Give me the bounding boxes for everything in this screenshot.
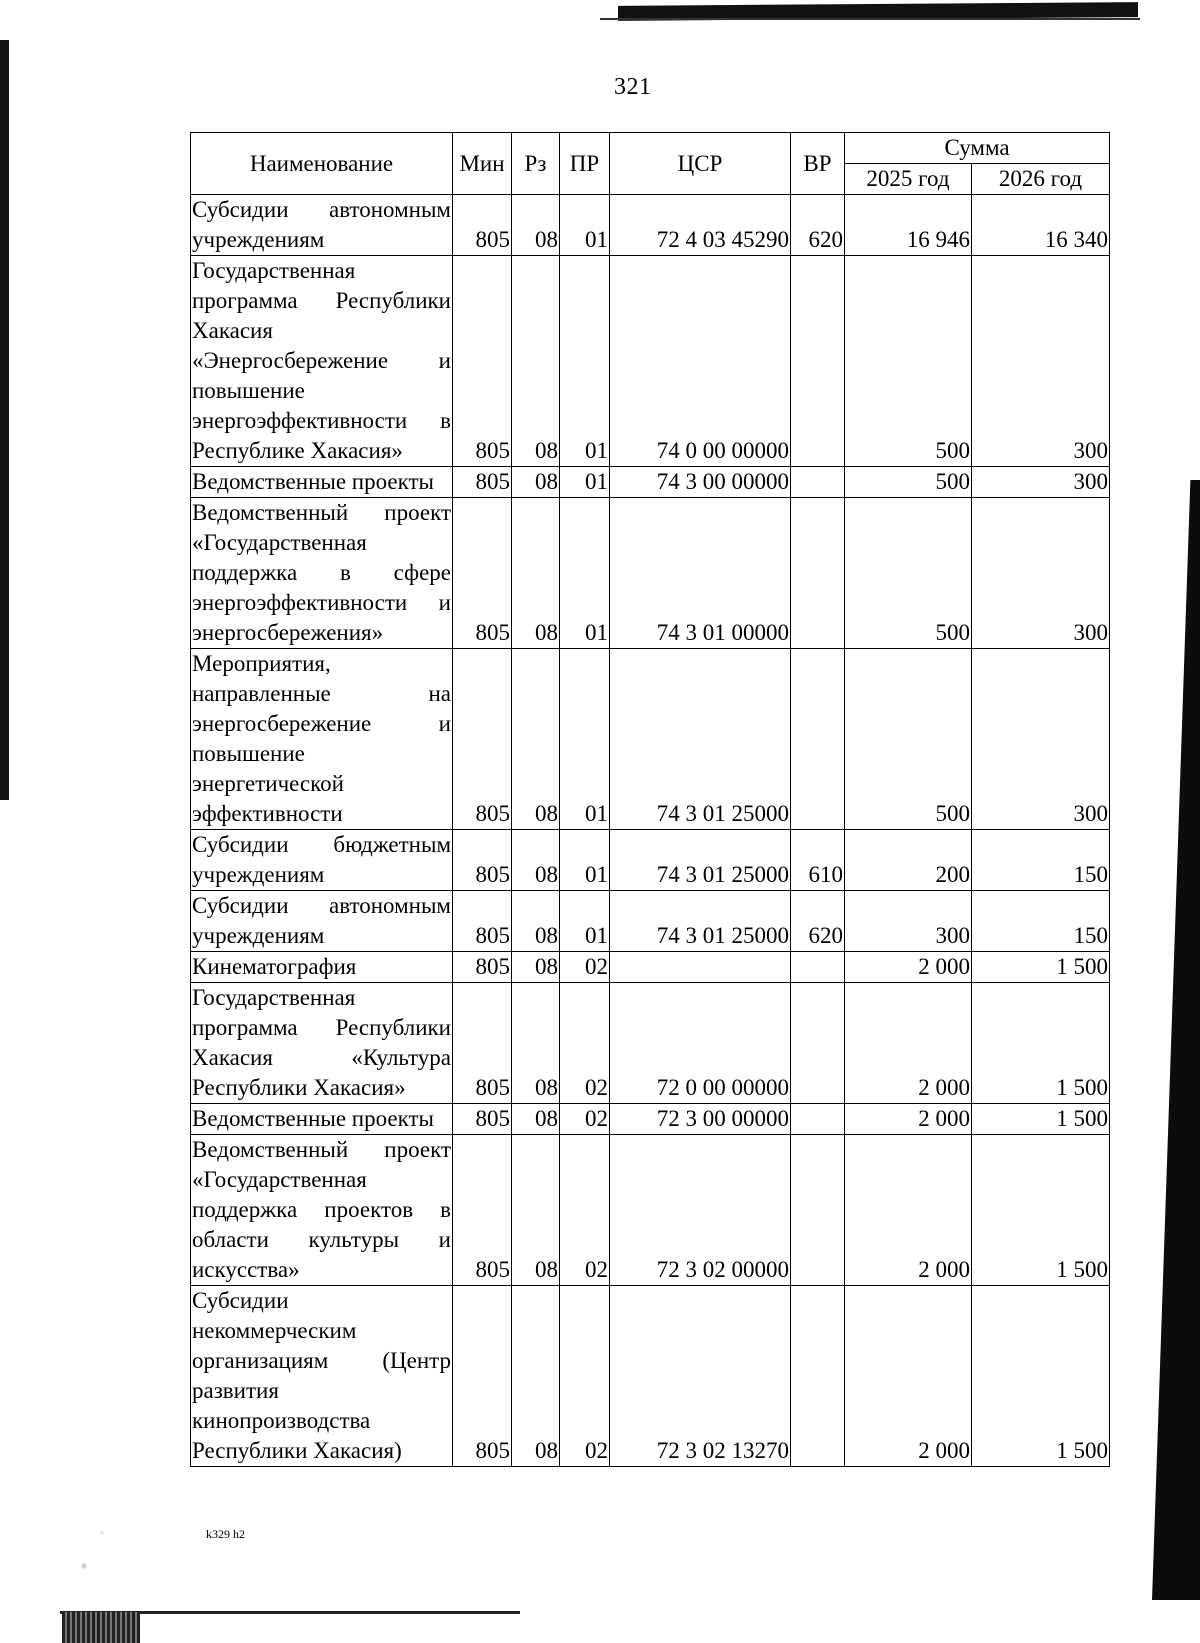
cell-min: 805 (453, 1286, 512, 1467)
cell-min: 805 (453, 1104, 512, 1135)
cell-pr: 01 (560, 830, 610, 891)
table-row (191, 256, 1110, 467)
cell-csr: 72 3 02 00000 (610, 1135, 791, 1286)
cell-2026: 1 500 (972, 952, 1110, 983)
scan-dust (60, 1500, 120, 1610)
cell-2025: 500 (845, 467, 972, 498)
cell-2025: 16 946 (845, 195, 972, 256)
table-row (191, 1135, 1110, 1286)
cell-pr: 02 (560, 1286, 610, 1467)
cell-csr: 74 3 01 00000 (610, 498, 791, 649)
cell-rz: 08 (512, 256, 560, 467)
scan-edge-left (0, 40, 9, 800)
cell-csr: 74 3 01 25000 (610, 830, 791, 891)
cell-2026: 1 500 (972, 1104, 1110, 1135)
header-csr: ЦСР (610, 133, 791, 195)
cell-pr: 02 (560, 1135, 610, 1286)
cell-csr: 72 3 00 00000 (610, 1104, 791, 1135)
table-row (191, 1286, 1110, 1467)
cell-csr: 74 3 01 25000 (610, 649, 791, 830)
header-sum: Сумма (845, 133, 1110, 164)
cell-csr: 74 3 01 25000 (610, 891, 791, 952)
cell-2026: 300 (972, 649, 1110, 830)
cell-rz: 08 (512, 891, 560, 952)
cell-rz: 08 (512, 467, 560, 498)
cell-csr (610, 952, 791, 983)
cell-csr: 72 0 00 00000 (610, 983, 791, 1104)
cell-2026: 150 (972, 830, 1110, 891)
cell-2025: 500 (845, 256, 972, 467)
budget-table (190, 132, 1110, 1467)
cell-name: Ведомственный проект «Государственная поддержка проектов в области культуры и искусства» (191, 1135, 453, 1286)
cell-rz: 08 (512, 952, 560, 983)
cell-2026: 300 (972, 467, 1110, 498)
cell-2026: 300 (972, 498, 1110, 649)
cell-pr: 01 (560, 891, 610, 952)
cell-name: Государственная программа Республики Хакасия «Культура Республики Хакасия» (191, 983, 453, 1104)
cell-name: Мероприятия, направленные на энергосбережение и повышение энергетической эффективности (191, 649, 453, 830)
header-vr: ВР (791, 133, 845, 195)
cell-rz: 08 (512, 649, 560, 830)
cell-2025: 500 (845, 649, 972, 830)
scan-edge-right (1152, 480, 1200, 1600)
cell-pr: 01 (560, 498, 610, 649)
cell-2025: 2 000 (845, 1135, 972, 1286)
cell-name: Государственная программа Республики Хакасия «Энергосбережение и повышение энергоэффективности в Республике Хакасия» (191, 256, 453, 467)
cell-2026: 1 500 (972, 983, 1110, 1104)
cell-name: Субсидии некоммерческим организациям (Центр развития кинопроизводства Республики Хакасия) (191, 1286, 453, 1467)
cell-vr: 610 (791, 830, 845, 891)
scan-blot (62, 1612, 140, 1643)
cell-csr: 72 3 02 13270 (610, 1286, 791, 1467)
header-pr: ПР (560, 133, 610, 195)
table-row (191, 983, 1110, 1104)
cell-2026: 150 (972, 891, 1110, 952)
cell-vr: 620 (791, 891, 845, 952)
cell-rz: 08 (512, 1135, 560, 1286)
cell-rz: 08 (512, 498, 560, 649)
cell-csr: 74 3 00 00000 (610, 467, 791, 498)
page-number: 321 (614, 74, 652, 100)
cell-pr: 02 (560, 952, 610, 983)
scan-edge-top-line (600, 18, 1140, 20)
cell-pr: 02 (560, 1104, 610, 1135)
cell-name: Субсидии бюджетным учреждениям (191, 830, 453, 891)
cell-name: Субсидии автономным учреждениям (191, 195, 453, 256)
cell-2025: 2 000 (845, 983, 972, 1104)
cell-2026: 16 340 (972, 195, 1110, 256)
cell-name: Субсидии автономным учреждениям (191, 891, 453, 952)
cell-name: Ведомственные проекты (191, 467, 453, 498)
cell-pr: 02 (560, 983, 610, 1104)
cell-min: 805 (453, 830, 512, 891)
cell-min: 805 (453, 649, 512, 830)
header-rz: Рз (512, 133, 560, 195)
cell-2026: 1 500 (972, 1135, 1110, 1286)
cell-2025: 2 000 (845, 1286, 972, 1467)
table-body (191, 195, 1110, 1467)
cell-2025: 200 (845, 830, 972, 891)
cell-min: 805 (453, 195, 512, 256)
cell-vr (791, 649, 845, 830)
cell-min: 805 (453, 952, 512, 983)
header-min: Мин (453, 133, 512, 195)
cell-pr: 01 (560, 649, 610, 830)
cell-vr (791, 983, 845, 1104)
table-row (191, 467, 1110, 498)
cell-min: 805 (453, 1135, 512, 1286)
table-row (191, 891, 1110, 952)
cell-2026: 1 500 (972, 1286, 1110, 1467)
table-row (191, 498, 1110, 649)
cell-vr (791, 1286, 845, 1467)
cell-vr (791, 952, 845, 983)
cell-rz: 08 (512, 983, 560, 1104)
header-name: Наименование (191, 133, 453, 195)
cell-2025: 2 000 (845, 1104, 972, 1135)
cell-2025: 300 (845, 891, 972, 952)
cell-vr (791, 467, 845, 498)
cell-pr: 01 (560, 467, 610, 498)
cell-name: Ведомственный проект «Государственная поддержка в сфере энергоэффективности и энергосбережения» (191, 498, 453, 649)
footer-code: k329 h2 (206, 1527, 245, 1541)
cell-min: 805 (453, 498, 512, 649)
cell-pr: 01 (560, 256, 610, 467)
header-year-2025: 2025 год (845, 164, 972, 195)
cell-vr: 620 (791, 195, 845, 256)
table-row (191, 830, 1110, 891)
cell-vr (791, 256, 845, 467)
cell-rz: 08 (512, 830, 560, 891)
cell-rz: 08 (512, 195, 560, 256)
table-row (191, 952, 1110, 983)
header-year-2026: 2026 год (972, 164, 1110, 195)
cell-min: 805 (453, 256, 512, 467)
cell-min: 805 (453, 467, 512, 498)
cell-rz: 08 (512, 1104, 560, 1135)
cell-vr (791, 1104, 845, 1135)
table-row (191, 649, 1110, 830)
cell-2025: 500 (845, 498, 972, 649)
cell-2025: 2 000 (845, 952, 972, 983)
cell-min: 805 (453, 983, 512, 1104)
cell-min: 805 (453, 891, 512, 952)
cell-vr (791, 498, 845, 649)
cell-pr: 01 (560, 195, 610, 256)
cell-vr (791, 1135, 845, 1286)
table-row (191, 195, 1110, 256)
cell-2026: 300 (972, 256, 1110, 467)
cell-rz: 08 (512, 1286, 560, 1467)
cell-name: Кинематография (191, 952, 453, 983)
cell-csr: 74 0 00 00000 (610, 256, 791, 467)
table-row (191, 1104, 1110, 1135)
cell-csr: 72 4 03 45290 (610, 195, 791, 256)
cell-name: Ведомственные проекты (191, 1104, 453, 1135)
